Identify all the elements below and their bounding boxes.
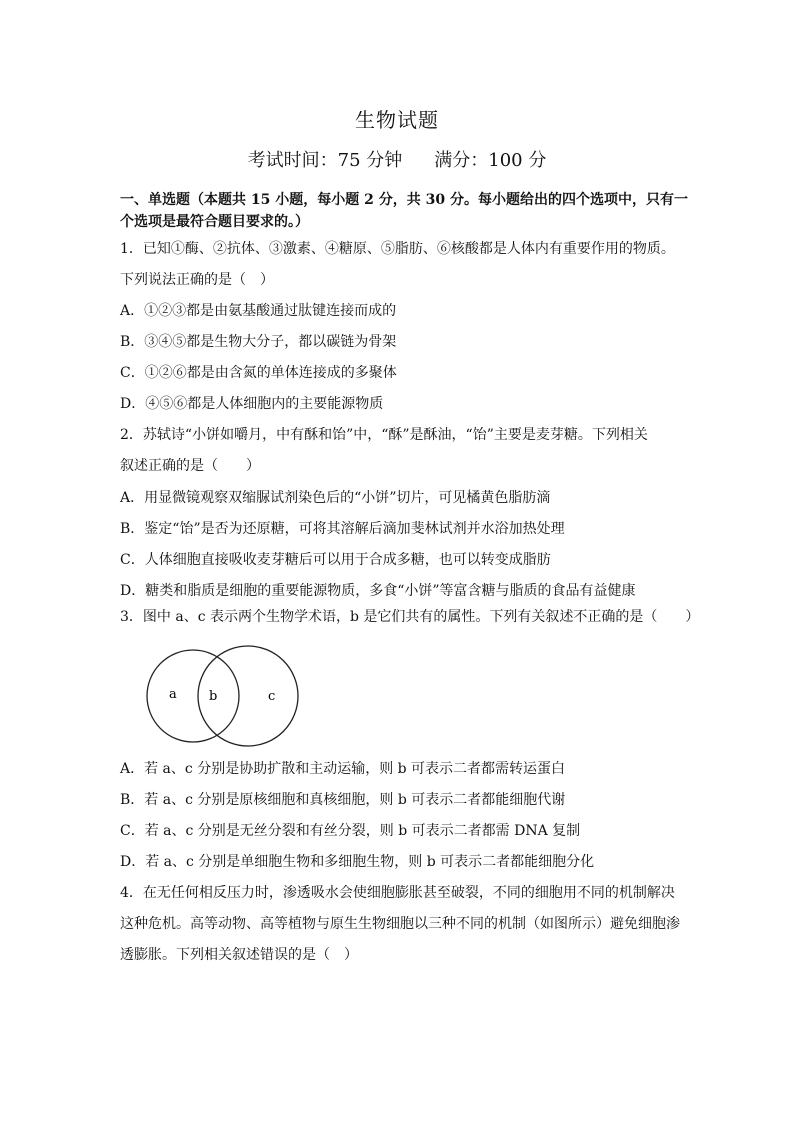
venn-label-b: b bbox=[209, 689, 218, 704]
section-heading-line1: 一、单选题（本题共 15 小题，每小题 2 分，共 30 分。每小题给出的四个选项中，只有一 bbox=[120, 192, 688, 208]
q1-option-b: B．③④⑤都是生物大分子，都以碳链为骨架 bbox=[120, 334, 397, 350]
q2-option-b: B．鉴定“饴”是否为还原糖，可将其溶解后滴加斐林试剂并水浴加热处理 bbox=[120, 521, 565, 537]
q2-option-c: C．人体细胞直接吸收麦芽糖后可以用于合成多糖，也可以转变成脂肪 bbox=[120, 552, 551, 568]
q2-option-d: D．糖类和脂质是细胞的重要能源物质，多食“小饼”等富含糖与脂质的食品有益健康 bbox=[120, 583, 636, 599]
venn-circle-a bbox=[147, 650, 239, 742]
q3-option-a: A．若 a、c 分别是协助扩散和主动运输，则 b 可表示二者都需转运蛋白 bbox=[120, 761, 566, 777]
q4-stem-line2: 这种危机。高等动物、高等植物与原生生物细胞以三种不同的机制（如图所示）避免细胞渗 bbox=[120, 916, 680, 932]
section-heading-line2: 个选项是最符合题目要求的。） bbox=[120, 214, 309, 230]
page-title: 生物试题 bbox=[355, 108, 439, 132]
q1-option-d: D．④⑤⑥都是人体细胞内的主要能源物质 bbox=[120, 396, 384, 412]
q1-option-a: A．①②③都是由氨基酸通过肽键连接而成的 bbox=[120, 303, 397, 319]
exam-info bbox=[0, 146, 794, 172]
q3-option-d: D．若 a、c 分别是单细胞生物和多细胞生物，则 b 可表示二者都能细胞分化 bbox=[120, 854, 595, 870]
venn-label-c: c bbox=[268, 689, 276, 704]
q2-stem-line1: 2．苏轼诗“小饼如嚼月，中有酥和饴”中，“酥”是酥油，“饴”主要是麦芽糖。下列相关 bbox=[120, 427, 648, 443]
venn-svg bbox=[148, 646, 300, 746]
q1-stem-line1: 1．已知①酶、②抗体、③激素、④糖原、⑤脂肪、⑥核酸都是人体内有重要作用的物质。 bbox=[120, 241, 675, 257]
q3-stem: 3．图中 a、c 表示两个生物学术语，b 是它们共有的属性。下列有关叙述不正确的是（ ） bbox=[120, 609, 700, 625]
q1-option-c: C．①②⑥都是由含氮的单体连接成的多聚体 bbox=[120, 365, 397, 381]
q3-option-c: C．若 a、c 分别是无丝分裂和有丝分裂，则 b 可表示二者都需 DNA 复制 bbox=[120, 823, 581, 839]
venn-label-a: a bbox=[169, 687, 177, 702]
exam-time: 考试时间：75 分钟 bbox=[247, 150, 403, 171]
q2-stem-line2: 叙述正确的是（ ） bbox=[120, 458, 260, 474]
q2-option-a: A．用显微镜观察双缩脲试剂染色后的“小饼”切片，可见橘黄色脂肪滴 bbox=[120, 490, 551, 506]
q1-stem-line2: 下列说法正确的是（ ） bbox=[120, 272, 274, 288]
exam-score: 满分：100 分 bbox=[434, 150, 547, 171]
q4-stem-line3: 透膨胀。下列相关叙述错误的是（ ） bbox=[120, 947, 358, 963]
venn-diagram bbox=[148, 646, 300, 746]
q3-option-b: B．若 a、c 分别是原核细胞和真核细胞，则 b 可表示二者都能细胞代谢 bbox=[120, 792, 566, 808]
q4-stem-line1: 4．在无任何相反压力时，渗透吸水会使细胞膨胀甚至破裂，不同的细胞用不同的机制解决 bbox=[120, 885, 675, 901]
